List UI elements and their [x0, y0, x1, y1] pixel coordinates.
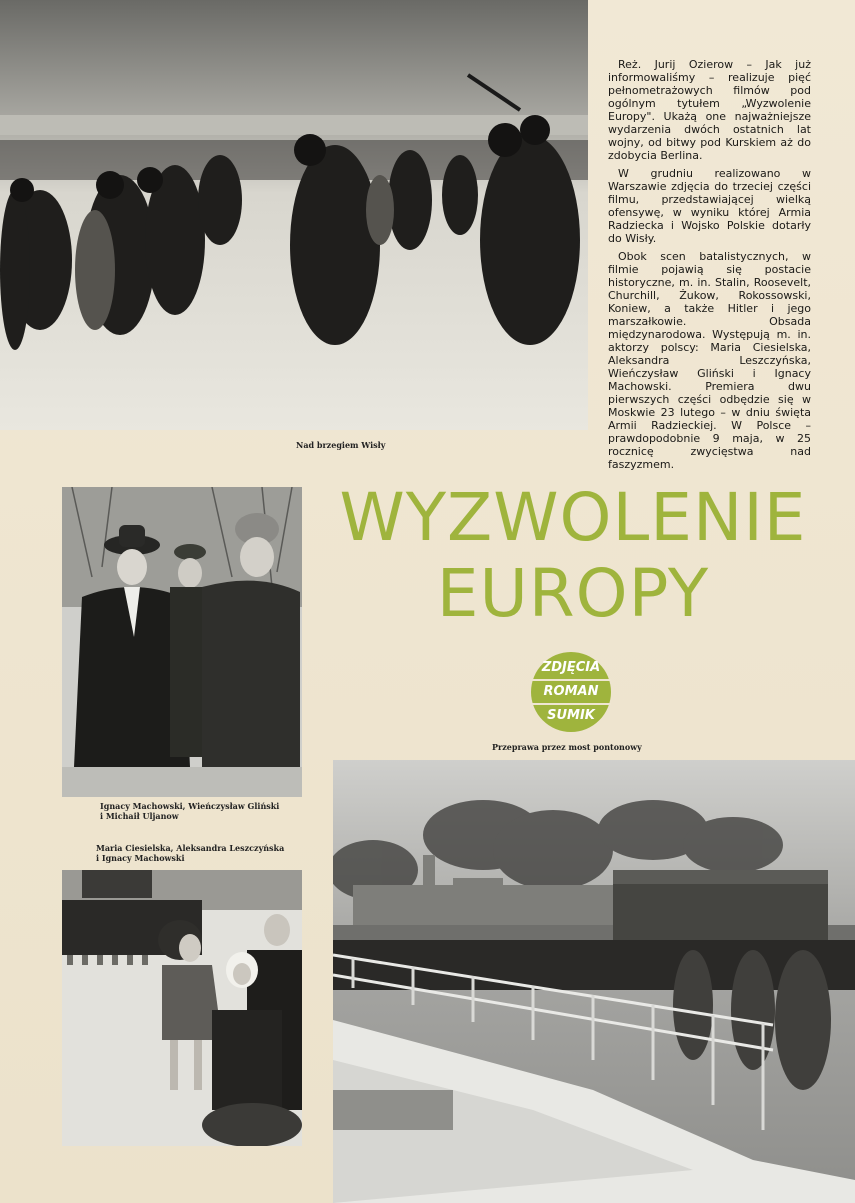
badge-line-3: SUMIK: [547, 708, 595, 723]
headline: [333, 480, 813, 632]
badge-line-2: ROMAN: [543, 684, 599, 699]
photo-actors-refugees: [62, 870, 302, 1146]
article-text: [608, 58, 811, 476]
photo-credit-badge: [531, 652, 611, 732]
photo-vistula-bank: [0, 0, 588, 430]
caption-vistula-bank: Nad brzegiem Wisły: [296, 440, 386, 450]
photo-actors-officers: [62, 487, 302, 797]
badge-line-1: ZDJĘCIA: [541, 660, 601, 675]
headline-line-2: EUROPY: [436, 555, 710, 632]
caption-actors-officers: Ignacy Machowski, Wieńczysław Gliński i Michaił Uljanow: [100, 801, 280, 821]
article-paragraph: W grudniu realizowano w Warszawie zdjęcia do trzeciej części filmu, przedstawiającej wielką ofensywę, w wyniku której Armia Radziecka i Wojsko Polskie dotarły do Wisły.: [608, 167, 811, 245]
article-paragraph: Reż. Jurij Ozierow – Jak już informowaliśmy – realizuje pięć pełnometrażowych filmów pod ogólnym tytułem „Wyzwolenie Europy". Ukażą one najważniejsze wydarzenia dwóch ostatnich lat wojny, od bitwy pod Kurskiem aż do zdobycia Berlina.: [608, 58, 811, 162]
caption-actors-refugees: Maria Ciesielska, Aleksandra Leszczyńska i Ignacy Machowski: [96, 843, 285, 863]
photo-pontoon-bridge: [333, 760, 855, 1203]
article-paragraph: Obok scen batalistycznych, w filmie pojawią się postacie historyczne, m. in. Stalin, Roosevelt, Churchill, Żukow, Rokossowski, Koniew, a także Hitler i jego marszałkowie. Obsada międzynarodowa. Występują m. in. aktorzy polscy: Maria Ciesielska, Aleksandra Leszczyńska, Wieńczysław Gliński i Ignacy Machowski. Premiera dwu pierwszych części odbędzie się w Moskwie 23 lutego – w dniu święta Armii Radzieckiej. W Polsce – prawdopodobnie 9 maja, w 25 rocznicę zwycięstwa nad faszyzmem.: [608, 250, 811, 471]
caption-pontoon-bridge: Przeprawa przez most pontonowy: [492, 742, 642, 752]
headline-line-1: WYZWOLENIE: [339, 479, 807, 556]
